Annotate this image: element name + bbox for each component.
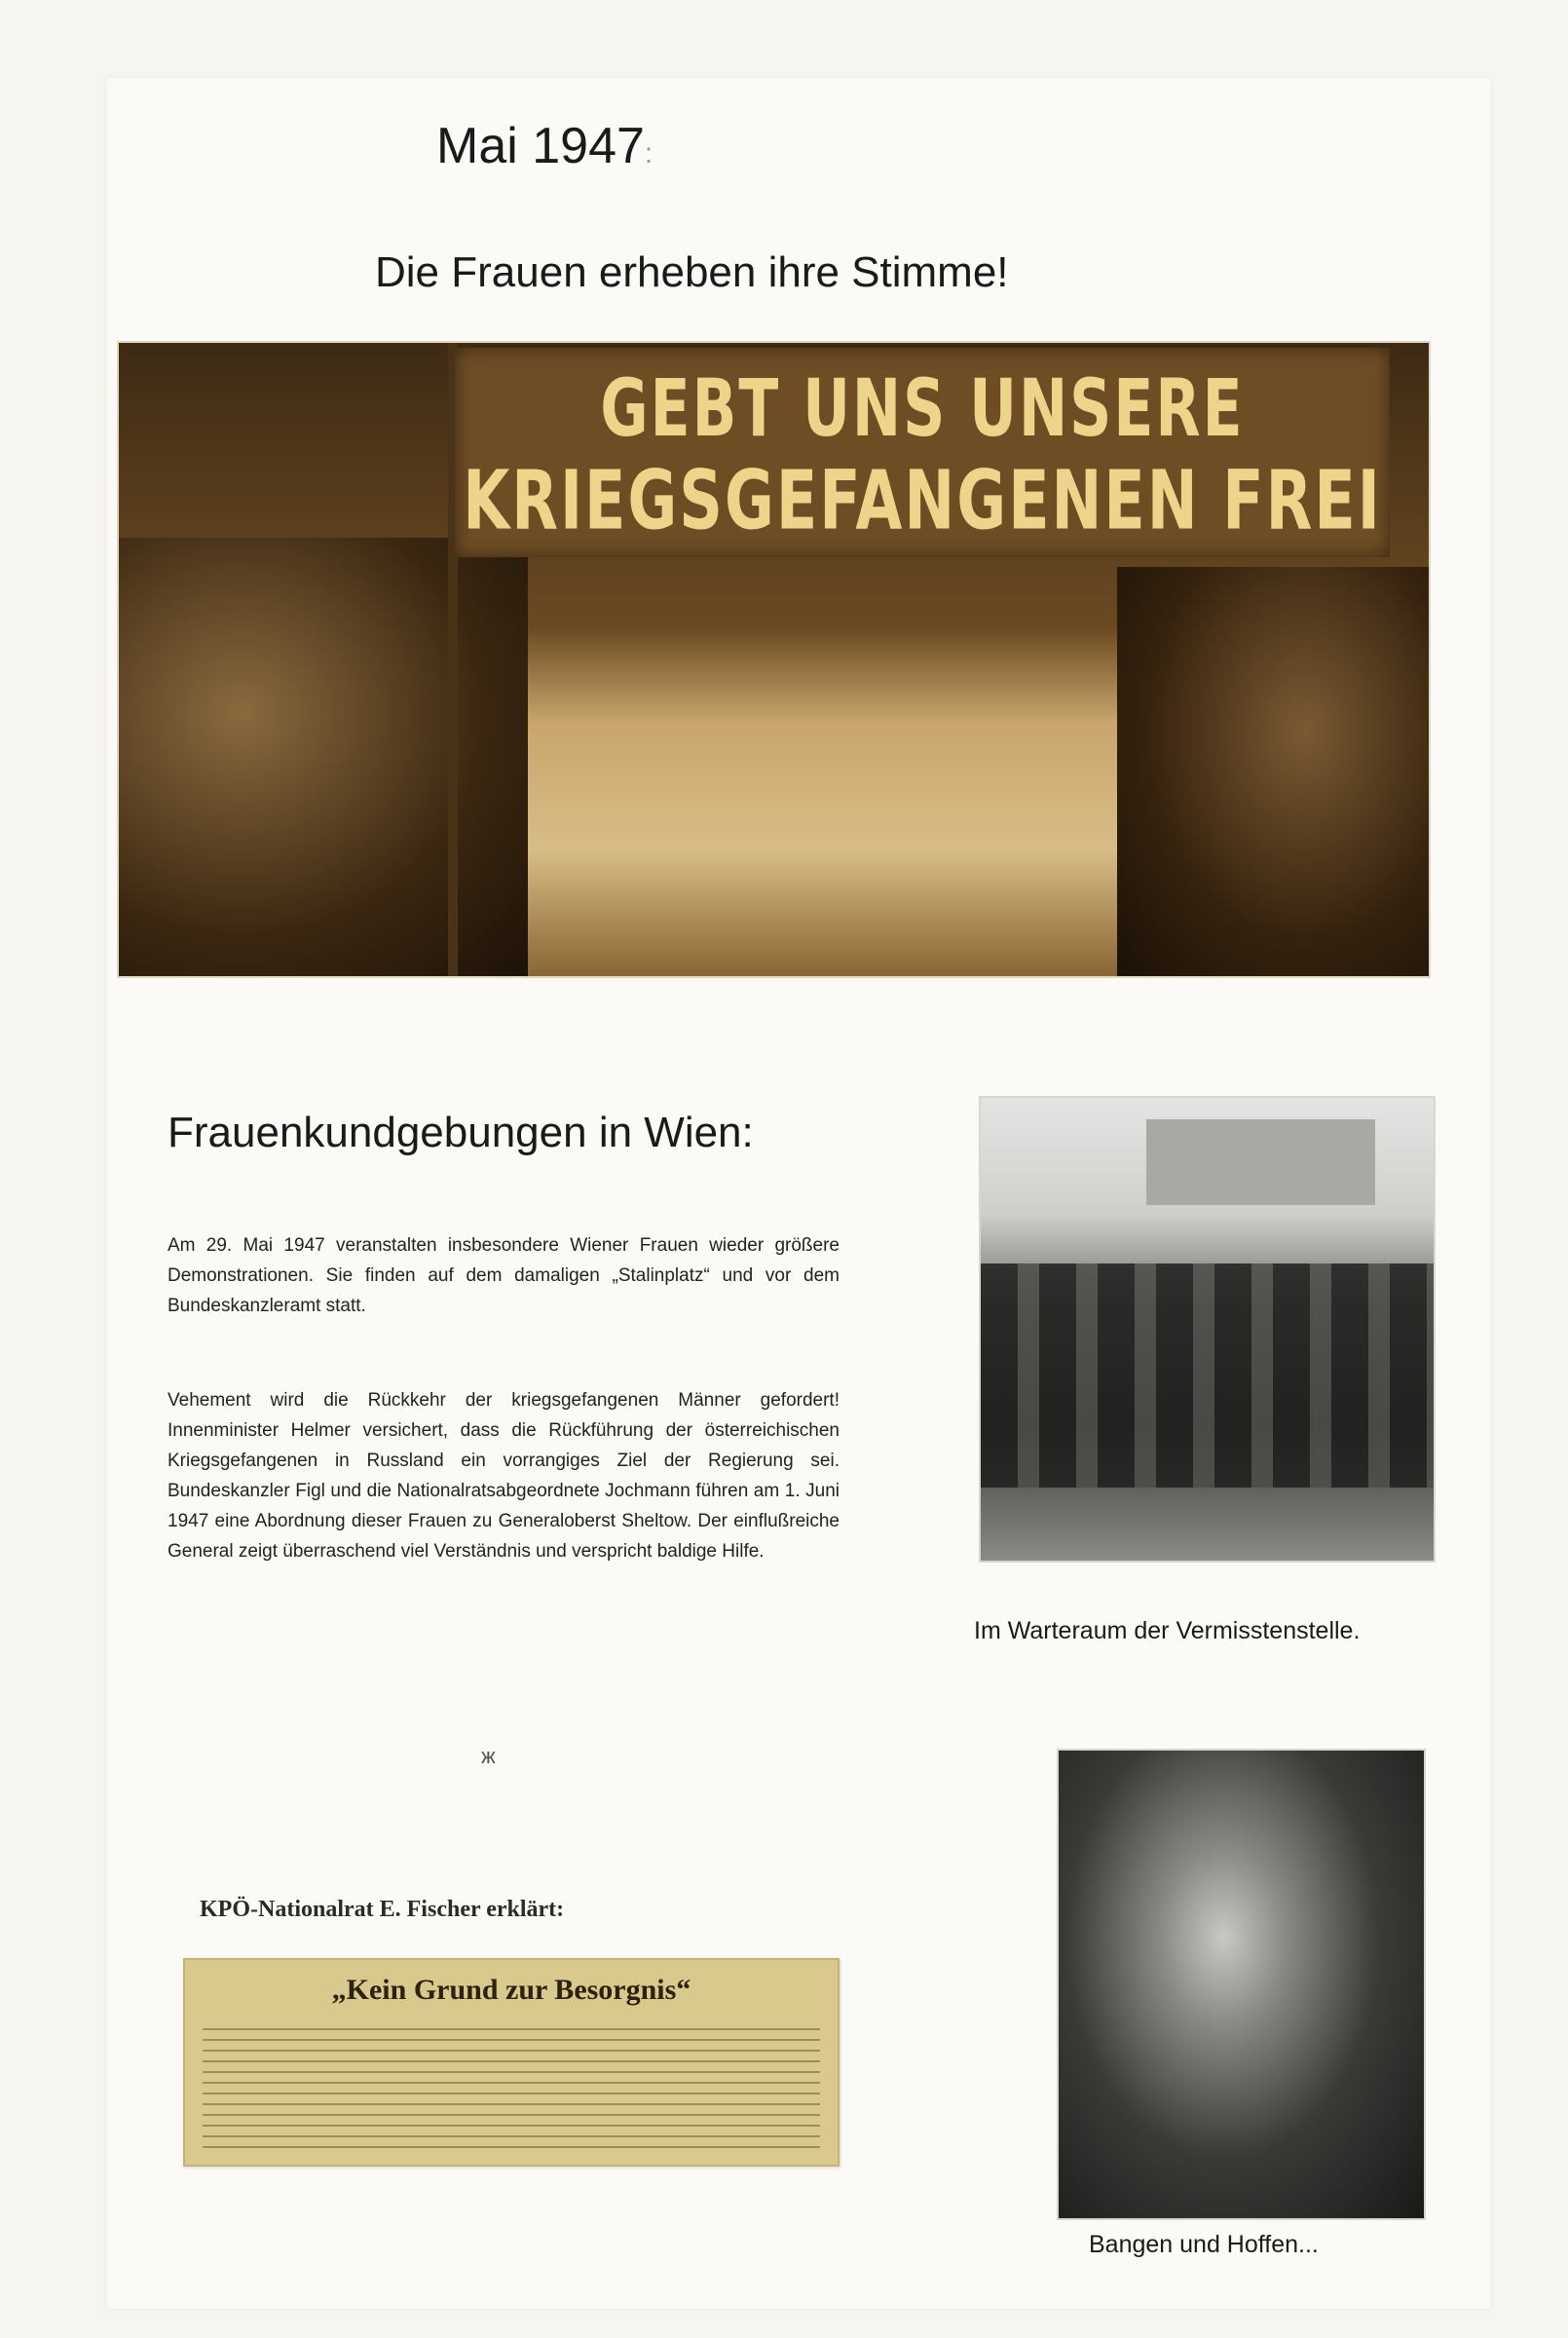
page-title-colon: : <box>644 137 653 170</box>
protest-banner <box>455 348 1390 557</box>
wall-sign <box>1146 1119 1375 1205</box>
clipping-title: „Kein Grund zur Besorgnis“ <box>331 1974 691 2006</box>
seated-women <box>981 1263 1434 1488</box>
page-title-text: Mai 1947 <box>436 118 645 174</box>
crowd-woman-photo <box>1057 1749 1426 2220</box>
small-mark: ж <box>481 1744 496 1768</box>
banner-text-line-2: KRIEGSGEFANGENEN FREI <box>463 452 1382 548</box>
hope-caption: Bangen und Hoffen... <box>1089 2231 1319 2258</box>
article-paragraph-2: Vehement wird die Rückkehr der kriegsgefangenen Männer gefordert! Innenminister Helmer versichert, dass die Rückführung der österreichischen Kriegsgefangenen in Russland ein vorrangiges Ziel der Regierung sei. Bundeskanzler Figl und die Nationalratsabgeordnete Jochmann führen am 1. Juni 1947 eine Abordnung dieser Frauen zu Generaloberst Sheltow. Der einflußreiche General zeigt überraschend viel Verständnis und verspricht baldige Hilfe. <box>168 1390 840 1562</box>
waiting-room-photo <box>979 1096 1436 1563</box>
page-subtitle: Die Frauen erheben ihre Stimme! <box>375 248 1009 296</box>
page-title <box>436 117 653 175</box>
demonstration-banner-photo <box>117 341 1431 978</box>
article-paragraph-1: Am 29. Mai 1947 veranstalten insbesondere Wiener Frauen wieder größere Demonstrationen. Sie finden auf dem damaligen „Stalinplatz“ und vor dem Bundeskanzleramt statt. <box>168 1235 840 1316</box>
clipping-heading: KPÖ-Nationalrat E. Fischer erklärt: <box>200 1897 565 1922</box>
article-heading: Frauenkundgebungen in Wien: <box>168 1109 754 1156</box>
crowd-right <box>1117 567 1429 976</box>
newspaper-clipping <box>183 1958 840 2167</box>
crowd-left <box>119 538 528 976</box>
banner-text-line-1: GEBT UNS UNSERE <box>600 362 1245 456</box>
clipping-body-text <box>203 2028 820 2150</box>
waiting-room-caption: Im Warteraum der Vermisstenstelle. <box>974 1617 1361 1644</box>
